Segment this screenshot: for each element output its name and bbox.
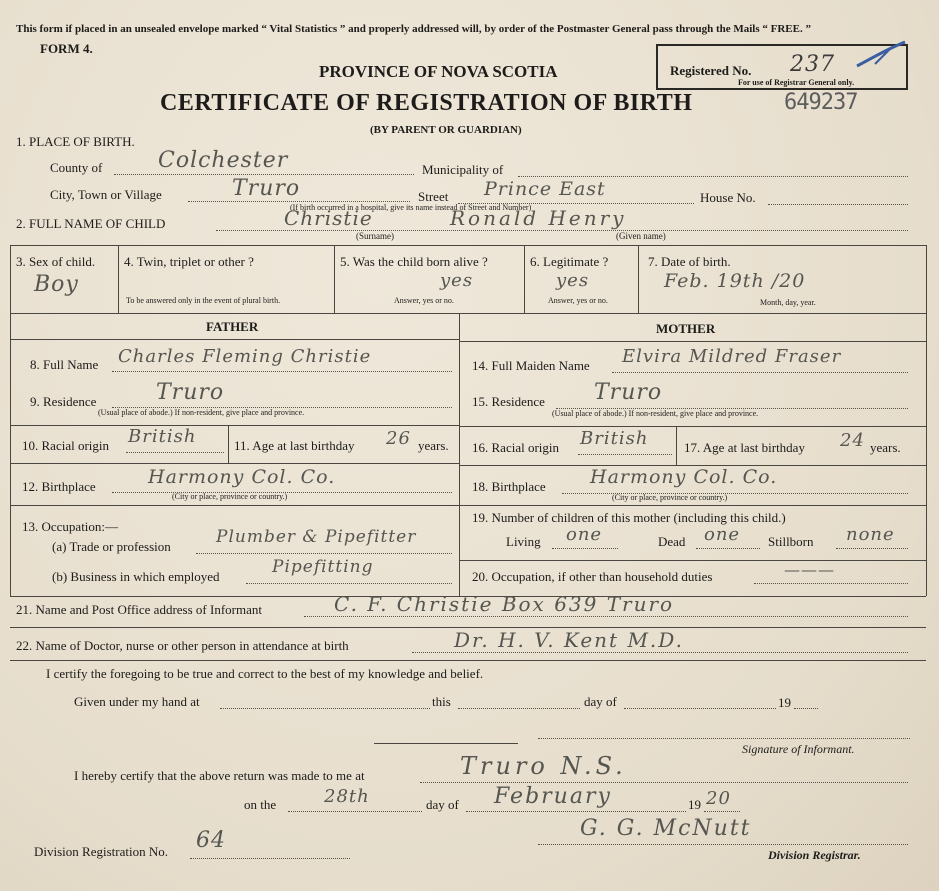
dead-value: one xyxy=(704,524,741,545)
hospital-note: (If birth occurred in a hospital, give its name instead of Street and Number) xyxy=(290,203,532,212)
legitimate-value: yes xyxy=(556,270,590,291)
father-heading: FATHER xyxy=(206,319,259,334)
city-label: City, Town or Village xyxy=(50,187,162,202)
mother-heading: MOTHER xyxy=(656,321,716,336)
child-name-label: 2. FULL NAME OF CHILD xyxy=(16,216,166,231)
trade-label: (a) Trade or profession xyxy=(52,539,171,554)
child-given-name: Ronald Henry xyxy=(450,206,627,230)
mother-age-value: 24 xyxy=(840,430,865,451)
registrar-month-value: February xyxy=(494,784,612,809)
informant-signature-caption: Signature of Informant. xyxy=(742,742,855,756)
stillborn-label: Stillborn xyxy=(768,534,814,549)
county-label: County of xyxy=(50,160,103,175)
mother-name-value: Elvira Mildred Fraser xyxy=(622,346,842,367)
blue-check-mark xyxy=(855,40,907,70)
occupation-label: 13. Occupation:— xyxy=(22,519,119,534)
father-birthplace-note: (City or place, province or country.) xyxy=(172,492,288,501)
mother-racial-value: British xyxy=(580,428,649,449)
mother-birthplace-label: 18. Birthplace xyxy=(472,479,546,494)
street-label: Street xyxy=(418,189,449,204)
form-number: FORM 4. xyxy=(40,41,93,56)
alive-label: 5. Was the child born alive ? xyxy=(340,254,488,269)
mother-occupation-label: 20. Occupation, if other than household duties xyxy=(472,569,713,584)
dead-label: Dead xyxy=(658,534,686,549)
division-registration-number: 64 xyxy=(196,828,226,853)
mother-birthplace-note: (City or place, province or country.) xyxy=(612,493,728,502)
father-residence-value: Truro xyxy=(156,380,225,405)
stamp-number: 649237 xyxy=(784,90,858,115)
city-value: Truro xyxy=(232,176,301,201)
registrar-year-prefix: 19 xyxy=(688,797,701,812)
father-name-value: Charles Fleming Christie xyxy=(118,346,372,367)
division-registrar-caption: Division Registration No. xyxy=(34,844,168,859)
stillborn-value: none xyxy=(846,524,895,545)
registrar-year-value: 20 xyxy=(706,788,731,809)
mother-occupation-value: ——— xyxy=(784,560,835,579)
alive-value: yes xyxy=(440,270,474,291)
date-label: 7. Date of birth. xyxy=(648,254,731,269)
mother-residence-value: Truro xyxy=(594,380,663,405)
father-birthplace-value: Harmony Col. Co. xyxy=(148,466,336,488)
given-under-hand: Given under my hand at xyxy=(74,694,200,709)
trade-value: Plumber & Pipefitter xyxy=(216,527,417,547)
mother-birthplace-value: Harmony Col. Co. xyxy=(590,466,778,488)
registered-label: Registered No. xyxy=(670,63,752,78)
mail-notice: This form if placed in an unsealed envelope marked “ Vital Statistics ” and properly addressed will, by order of the Postmaster General pass through the Mails “ FREE. ” xyxy=(16,23,811,35)
father-racial-label: 10. Racial origin xyxy=(22,438,110,453)
sex-value: Boy xyxy=(34,272,79,297)
registrar-day-value: 28th xyxy=(324,786,370,807)
alive-note: Answer, yes or no. xyxy=(394,296,454,305)
given-caption: (Given name) xyxy=(616,231,666,241)
registrar-signature: G. G. McNutt xyxy=(580,816,752,841)
living-value: one xyxy=(566,524,603,545)
house-label: House No. xyxy=(700,190,756,205)
doctor-value: Dr. H. V. Kent M.D. xyxy=(454,628,684,652)
street-value: Prince East xyxy=(484,178,606,200)
father-age-unit: years. xyxy=(418,438,449,453)
page-title: CERTIFICATE OF REGISTRATION OF BIRTH xyxy=(160,90,693,116)
father-residence-label: 9. Residence xyxy=(30,394,97,409)
registrar-certify-text: I hereby certify that the above return was made to me at xyxy=(74,768,365,783)
living-label: Living xyxy=(506,534,541,549)
legitimate-note: Answer, yes or no. xyxy=(548,296,608,305)
registrar-day-of: day of xyxy=(426,797,459,812)
surname-caption: (Surname) xyxy=(356,231,394,241)
father-residence-note: (Usual place of abode.) If non-resident, give place and province. xyxy=(98,408,305,417)
child-surname: Christie xyxy=(284,206,373,230)
date-value: Feb. 19th /20 xyxy=(664,270,806,292)
registered-number: 237 xyxy=(790,52,835,77)
day-of-label: day of xyxy=(584,694,617,709)
children-count-label: 19. Number of children of this mother (including this child.) xyxy=(472,510,786,525)
father-age-value: 26 xyxy=(386,428,411,449)
page-subtitle: (BY PARENT OR GUARDIAN) xyxy=(370,124,522,136)
division-registrar-label: Division Registrar. xyxy=(768,848,861,862)
doctor-label: 22. Name of Doctor, nurse or other person in attendance at birth xyxy=(16,638,349,653)
certify-text: I certify the foregoing to be true and correct to the best of my knowledge and belief. xyxy=(46,666,484,681)
mother-racial-label: 16. Racial origin xyxy=(472,440,560,455)
twin-note: To be answered only in the event of plural birth. xyxy=(126,296,281,305)
business-label: (b) Business in which employed xyxy=(52,569,220,584)
informant-label: 21. Name and Post Office address of Informant xyxy=(16,602,262,617)
mother-residence-note: (Usual place of abode.) If non-resident, give place and province. xyxy=(552,409,759,418)
on-the-label: on the xyxy=(244,797,277,812)
twin-label: 4. Twin, triplet or other ? xyxy=(124,254,254,269)
registrar-place-value: Truro N.S. xyxy=(460,752,627,780)
place-heading: 1. PLACE OF BIRTH. xyxy=(16,134,135,149)
certify-year: 19 xyxy=(778,695,791,710)
father-name-label: 8. Full Name xyxy=(30,357,99,372)
date-note: Month, day, year. xyxy=(760,298,816,307)
father-birthplace-label: 12. Birthplace xyxy=(22,479,96,494)
legitimate-label: 6. Legitimate ? xyxy=(530,254,609,269)
province-heading: PROVINCE OF NOVA SCOTIA xyxy=(319,62,558,81)
registrar-general-note: For use of Registrar General only. xyxy=(738,78,855,87)
mother-residence-label: 15. Residence xyxy=(472,394,545,409)
father-age-label: 11. Age at last birthday xyxy=(234,438,355,453)
father-racial-value: British xyxy=(128,426,197,447)
municipality-label: Municipality of xyxy=(422,162,504,177)
sex-label: 3. Sex of child. xyxy=(16,254,96,269)
business-value: Pipefitting xyxy=(272,557,374,577)
this-label: this xyxy=(432,694,451,709)
mother-age-label: 17. Age at last birthday xyxy=(684,440,805,455)
county-value: Colchester xyxy=(158,148,289,173)
mother-age-unit: years. xyxy=(870,440,901,455)
mother-name-label: 14. Full Maiden Name xyxy=(472,358,590,373)
informant-value: C. F. Christie Box 639 Truro xyxy=(334,592,675,616)
